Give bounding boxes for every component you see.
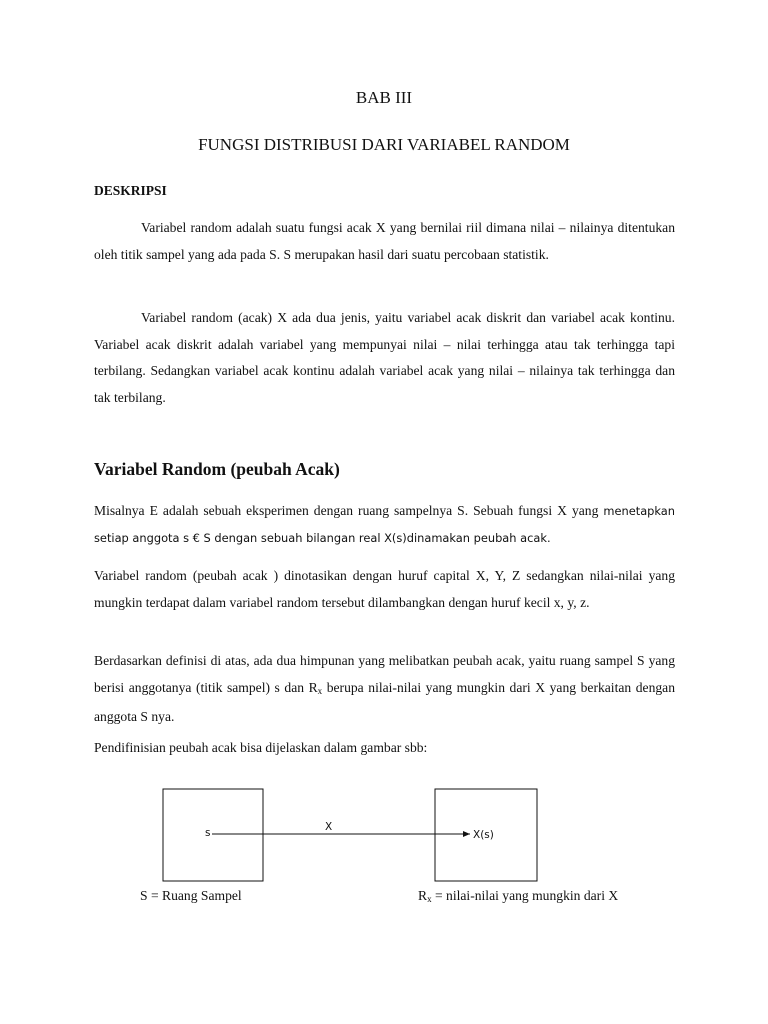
section-paragraph-2: Variabel random (peubah acak ) dinotasikan dengan huruf capital X, Y, Z sedangkan nilai-nilai yang mungkin terdapat dalam variabel random tersebut dilambangkan dengan huruf kecil x, y, z. xyxy=(94,568,675,610)
sample-point-label: s xyxy=(205,827,211,839)
para3-text-b: berupa nilai-nilai yang mungkin dari X yang berkaitan dengan anggota S nya. xyxy=(94,679,675,724)
section-paragraph-1 xyxy=(94,498,675,551)
sample-space-box xyxy=(163,789,263,881)
chapter-number: BAB III xyxy=(355,88,413,107)
caption-sample-space: S = Ruang Sampel xyxy=(140,888,242,903)
para1-line2: menetapkan setiap anggota s € S dengan sebuah bilangan real X(s)dinamakan peubah acak xyxy=(94,504,676,545)
random-variable-diagram xyxy=(0,780,768,890)
section-heading: Variabel Random (peubah Acak) xyxy=(94,459,340,479)
chapter-title: FUNGSI DISTRIBUSI DARI VARIABEL RANDOM xyxy=(198,135,570,154)
caption-range-subscript: x xyxy=(427,894,432,904)
para1-period: . xyxy=(546,530,551,545)
image-point-label: X(s) xyxy=(473,829,494,841)
para3-subscript: x xyxy=(317,685,323,696)
para1-line1: Misalnya E adalah sebuah eksperimen dengan ruang sampelnya S. Sebuah fungsi X yang xyxy=(94,503,599,518)
caption-range-r: R xyxy=(418,888,428,903)
caption-range-text: = nilai-nilai yang mungkin dari X xyxy=(431,888,619,903)
arrow-label: X xyxy=(325,821,333,833)
caption-range xyxy=(418,888,618,904)
para3-text-a: Berdasarkan definisi di atas, ada dua himpunan yang melibatkan peubah acak, yaitu ruang sampel S yang berisi anggotanya (titik sampel) s dan R xyxy=(94,653,675,695)
deskripsi-paragraph-1: Variabel random adalah suatu fungsi acak X yang bernilai riil dimana nilai – nilainya ditentukan oleh titik sampel yang ada pada S. S merupakan hasil dari suatu percobaan statistik. xyxy=(94,220,675,262)
section-paragraph-3 xyxy=(94,648,675,731)
deskripsi-paragraph-2: Variabel random (acak) X ada dua jenis, yaitu variabel acak diskrit dan variabel acak kontinu. Variabel acak diskrit adalah variabel yang mempunyai nilai – nilai terhingga atau tak terhingga tapi terbilang. Sedangkan variabel acak kontinu adalah variabel acak yang nilai – nilainya tak terhingga dan tak terbilang. xyxy=(94,310,675,405)
deskripsi-heading: DESKRIPSI xyxy=(94,183,167,198)
section-paragraph-4: Pendifinisian peubah acak bisa dijelaskan dalam gambar sbb: xyxy=(94,740,428,755)
